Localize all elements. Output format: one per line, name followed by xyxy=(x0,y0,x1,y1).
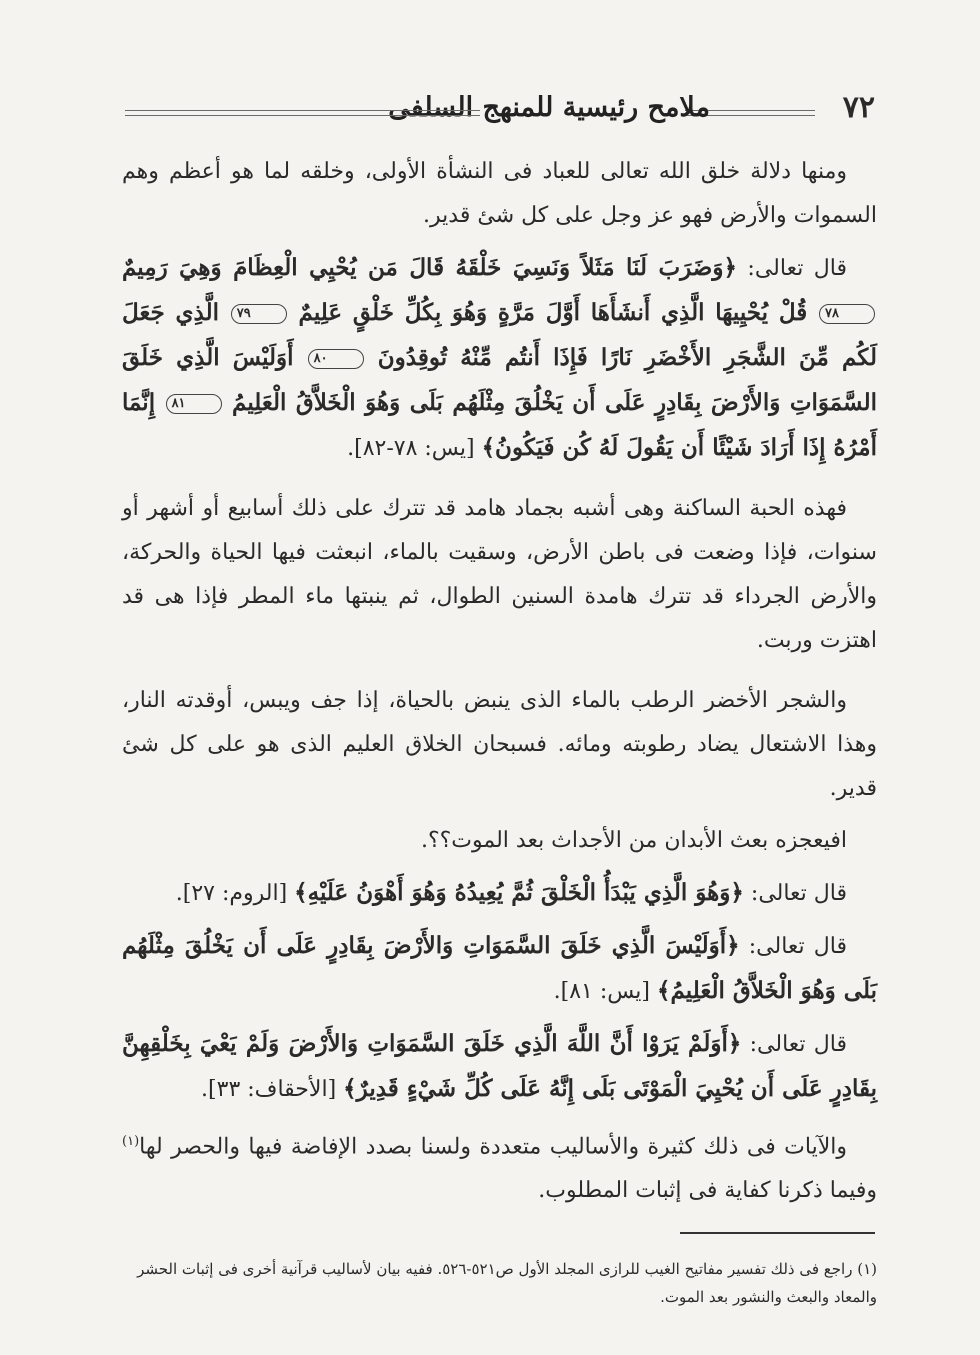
quran-quote-rum-27 xyxy=(122,871,877,916)
quote-reference: [الروم: ٢٧]. xyxy=(175,881,288,906)
ayah-text: ﴿وَهُوَ الَّذِي يَبْدَأُ الْخَلْقَ ثُمَّ يُعِيدُهُ وَهُوَ أَهْوَنُ عَلَيْهِ﴾ xyxy=(294,879,744,906)
footnote-marker: (١) xyxy=(122,1134,140,1149)
ayah-number-80: ٨٠ xyxy=(308,349,364,369)
quran-quote-yasin-81 xyxy=(122,924,877,1014)
quote-reference: [يس: ٨١]. xyxy=(553,979,651,1004)
ayah-number-79: ٧٩ xyxy=(231,304,287,324)
ayah-81: أَوَلَيْسَ الَّذِي خَلَقَ السَّمَوَاتِ وَالأَرْضَ بِقَادِرٍ عَلَى أَن يَخْلُقَ مِثْلَهُم بَلَى وَهُوَ الْخَلاَّقُ الْعَلِيمُ xyxy=(122,344,877,416)
ayah-82: إِنَّمَا أَمْرُهُ إِذَا أَرَادَ شَيْئًا أَن يَقُولَ لَهُ كُن فَيَكُونُ﴾ xyxy=(122,389,877,461)
quran-quote-ahqaf-33 xyxy=(122,1022,877,1112)
running-title: ملامح رئيسية للمنهج السلفى xyxy=(388,92,710,123)
paragraph-4: افيعجزه بعث الأبدان من الأجداث بعد الموت؟؟. xyxy=(420,828,847,853)
ayah-text: ﴿أَوَلَمْ يَرَوْا أَنَّ اللَّهَ الَّذِي خَلَقَ السَّمَوَاتِ وَالأَرْضَ وَلَمْ يَعْيَ بِخَلْقِهِنَّ بِقَادِرٍ عَلَى أَن يُحْيِيَ الْمَوْتَى بَلَى إِنَّهُ عَلَى كُلِّ شَيْءٍ قَدِيرٌ﴾ xyxy=(122,1030,877,1102)
ayah-80: الَّذِي جَعَلَ لَكُم مِّنَ الشَّجَرِ الأَخْضَرِ نَارًا فَإِذَا أَنتُم مِّنْهُ تُوقِدُونَ xyxy=(122,299,877,371)
quote-intro: قال تعالى: xyxy=(749,1032,848,1057)
paragraph-1: ومنها دلالة خلق الله تعالى للعباد فى النشأة الأولى، وخلقه لما هو أعظم وهم السموات والأرض فهو عز وجل على كل شئ قدير. xyxy=(122,159,877,228)
ayah-number-78: ٧٨ xyxy=(819,304,875,324)
quote-reference: [الأحقاف: ٣٣]. xyxy=(201,1077,337,1102)
page-header xyxy=(125,88,875,132)
paragraph-2: فهذه الحبة الساكنة وهى أشبه بجماد هامد قد تترك على ذلك أسابيع أو أشهر أو سنوات، فإذا وضعت فى باطن الأرض، وسقيت بالماء، انبعثت فيها الحياة والحركة، والأرض الجرداء قد تترك هامدة السنين الطوال، ثم ينبتها ماء المطر فإذا هى قد اهتزت وربت. xyxy=(122,496,877,653)
footnote: (١) راجع فى ذلك تفسير مفاتيح الغيب للرازى المجلد الأول ص٥٢١-٥٢٦. ففيه بيان لأساليب قرآنية أخرى فى إثبات الحشر والمعاد والبعث والنشور بعد الموت. xyxy=(137,1260,877,1306)
paragraph-3: والشجر الأخضر الرطب بالماء الذى ينبض بالحياة، إذا جف ويبس، أوقدته النار، وهذا الاشتعال يضاد رطوبته ومائه. فسبحان الخلاق العليم الذى هو على كل شئ قدير. xyxy=(122,688,877,801)
paragraph-5 xyxy=(122,1120,877,1213)
header-rule-left-2 xyxy=(125,115,480,116)
ayah-78: ﴿وَضَرَبَ لَنَا مَثَلاً وَنَسِيَ خَلْقَهُ قَالَ مَن يُحْيِي الْعِظَامَ وَهِيَ رَمِيمٌ xyxy=(122,254,737,281)
quran-quote-yasin-78-82 xyxy=(122,246,877,471)
quote-intro: قال تعالى: xyxy=(747,256,847,281)
header-rule-left xyxy=(125,110,480,111)
quote-intro: قال تعالى: xyxy=(750,881,847,906)
footnote-separator xyxy=(680,1232,875,1234)
ayah-number-81: ٨١ xyxy=(166,394,222,414)
quote-reference: [يس: ٧٨-٨٢]. xyxy=(347,436,475,461)
ayah-text: ﴿أَوَلَيْسَ الَّذِي خَلَقَ السَّمَوَاتِ وَالأَرْضَ بِقَادِرٍ عَلَى أَن يَخْلُقَ مِثْلَهُم بَلَى وَهُوَ الْخَلاَّقُ الْعَلِيمُ﴾ xyxy=(122,932,877,1004)
page-number: ٧٢ xyxy=(842,90,875,125)
paragraph-5-text-a: والآيات فى ذلك كثيرة والأساليب متعددة ولسنا بصدد الإفاضة فيها والحصر لها xyxy=(139,1134,847,1160)
page-body xyxy=(122,150,877,1221)
ayah-79: قُلْ يُحْيِيهَا الَّذِي أَنشَأَهَا أَوَّلَ مَرَّةٍ وَهُوَ بِكُلِّ خَلْقٍ عَلِيمٌ xyxy=(298,299,808,326)
paragraph-5-text-b: وفيما ذكرنا كفاية فى إثبات المطلوب. xyxy=(538,1178,877,1204)
quote-intro: قال تعالى: xyxy=(748,934,847,959)
